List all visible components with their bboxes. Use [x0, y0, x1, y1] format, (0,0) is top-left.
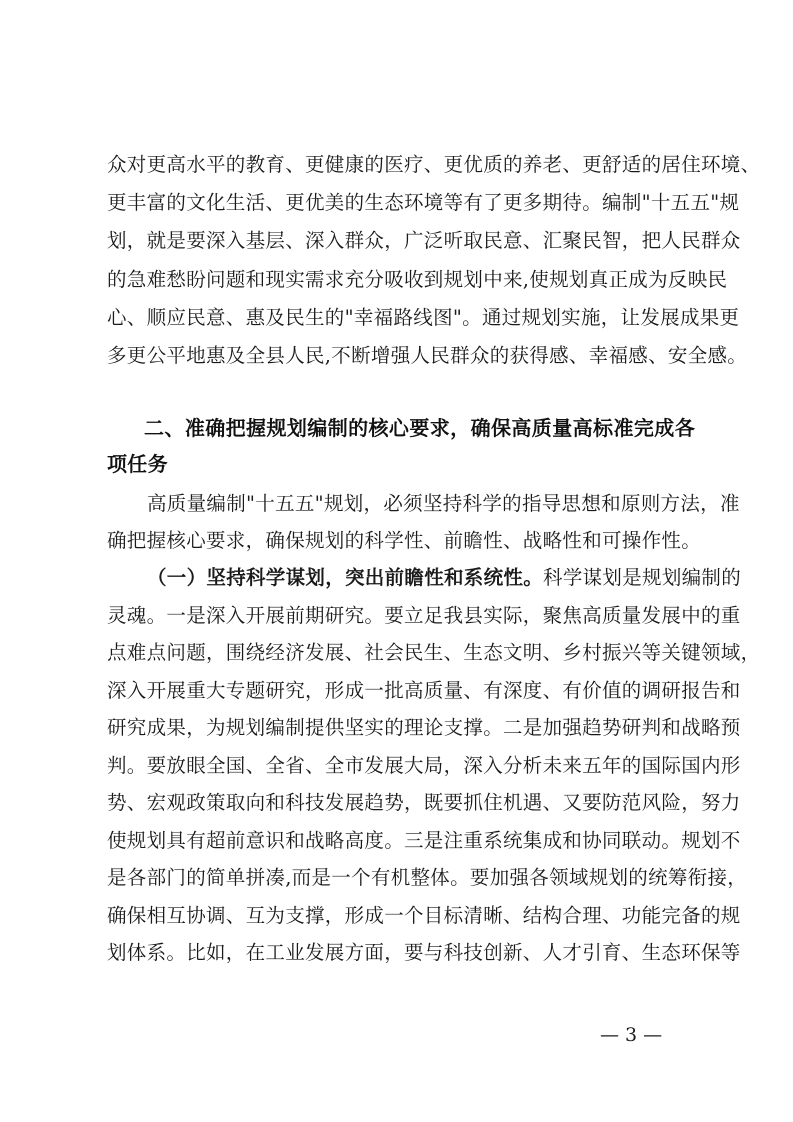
body-text-line: 判。要放眼全国、全省、全市发展大局，深入分析未来五年的国际国内形: [107, 754, 741, 777]
body-text: 科学谋划是规划编制的: [543, 566, 742, 589]
section-heading-line: 二、准确把握规划编制的核心要求，确保高质量高标准完成各: [144, 416, 695, 440]
body-text-line: 众对更高水平的教育、更健康的医疗、更优质的养老、更舒适的居住环境、: [107, 153, 761, 176]
body-text-line: 势、宏观政策取向和科技发展趋势，既要抓住机遇、又要防范风险，努力: [107, 791, 741, 814]
body-text-line: 的急难愁盼问题和现实需求充分吸收到规划中来,使规划真正成为反映民: [107, 268, 728, 291]
subsection-title: （一）坚持科学谋划，突出前瞻性和系统性。: [147, 566, 544, 589]
body-text-line: 确保相互协调、互为支撑，形成一个目标清晰、结构合理、功能完备的规: [107, 904, 741, 927]
body-text-line: 多更公平地惠及全县人民,不断增强人民群众的获得感、幸福感、安全感。: [107, 344, 748, 367]
body-text-line: 深入开展重大专题研究，形成一批高质量、有深度、有价值的调研报告和: [107, 679, 741, 702]
section-heading-line: 项任务: [107, 452, 168, 476]
page-number: — 3 —: [600, 1024, 663, 1046]
body-text-line: 点难点问题，围绕经济发展、社会民生、生态文明、乡村振兴等关键领域，: [107, 641, 761, 664]
body-text-line: 使规划具有超前意识和战略高度。三是注重系统集成和协同联动。规划不: [107, 829, 741, 852]
body-text-line: 划，就是要深入基层、深入群众，广泛听取民意、汇聚民智，把人民群众: [107, 229, 741, 252]
body-text-line: 确把握核心要求，确保规划的科学性、前瞻性、战略性和可操作性。: [107, 529, 702, 552]
body-text-line: 高质量编制"十五五"规划，必须坚持科学的指导思想和原则方法，准: [147, 492, 740, 515]
body-text-line: 灵魂。一是深入开展前期研究。要立足我县实际，聚焦高质量发展中的重: [107, 604, 741, 627]
body-text-line: 划体系。比如，在工业发展方面，要与科技创新、人才引育、生态环保等: [107, 941, 741, 964]
body-text-line: 更丰富的文化生活、更优美的生态环境等有了更多期待。编制"十五五"规: [107, 191, 740, 214]
subsection-first-line: [147, 566, 742, 590]
body-text-line: 心、顺应民意、惠及民生的"幸福路线图"。通过规划实施，让发展成果更: [107, 306, 740, 329]
body-text-line: 研究成果，为规划编制提供坚实的理论支撑。二是加强趋势研判和战略预: [107, 716, 741, 739]
body-text-line: 是各部门的简单拼凑,而是一个有机整体。要加强各领域规划的统筹衔接，: [107, 866, 748, 889]
